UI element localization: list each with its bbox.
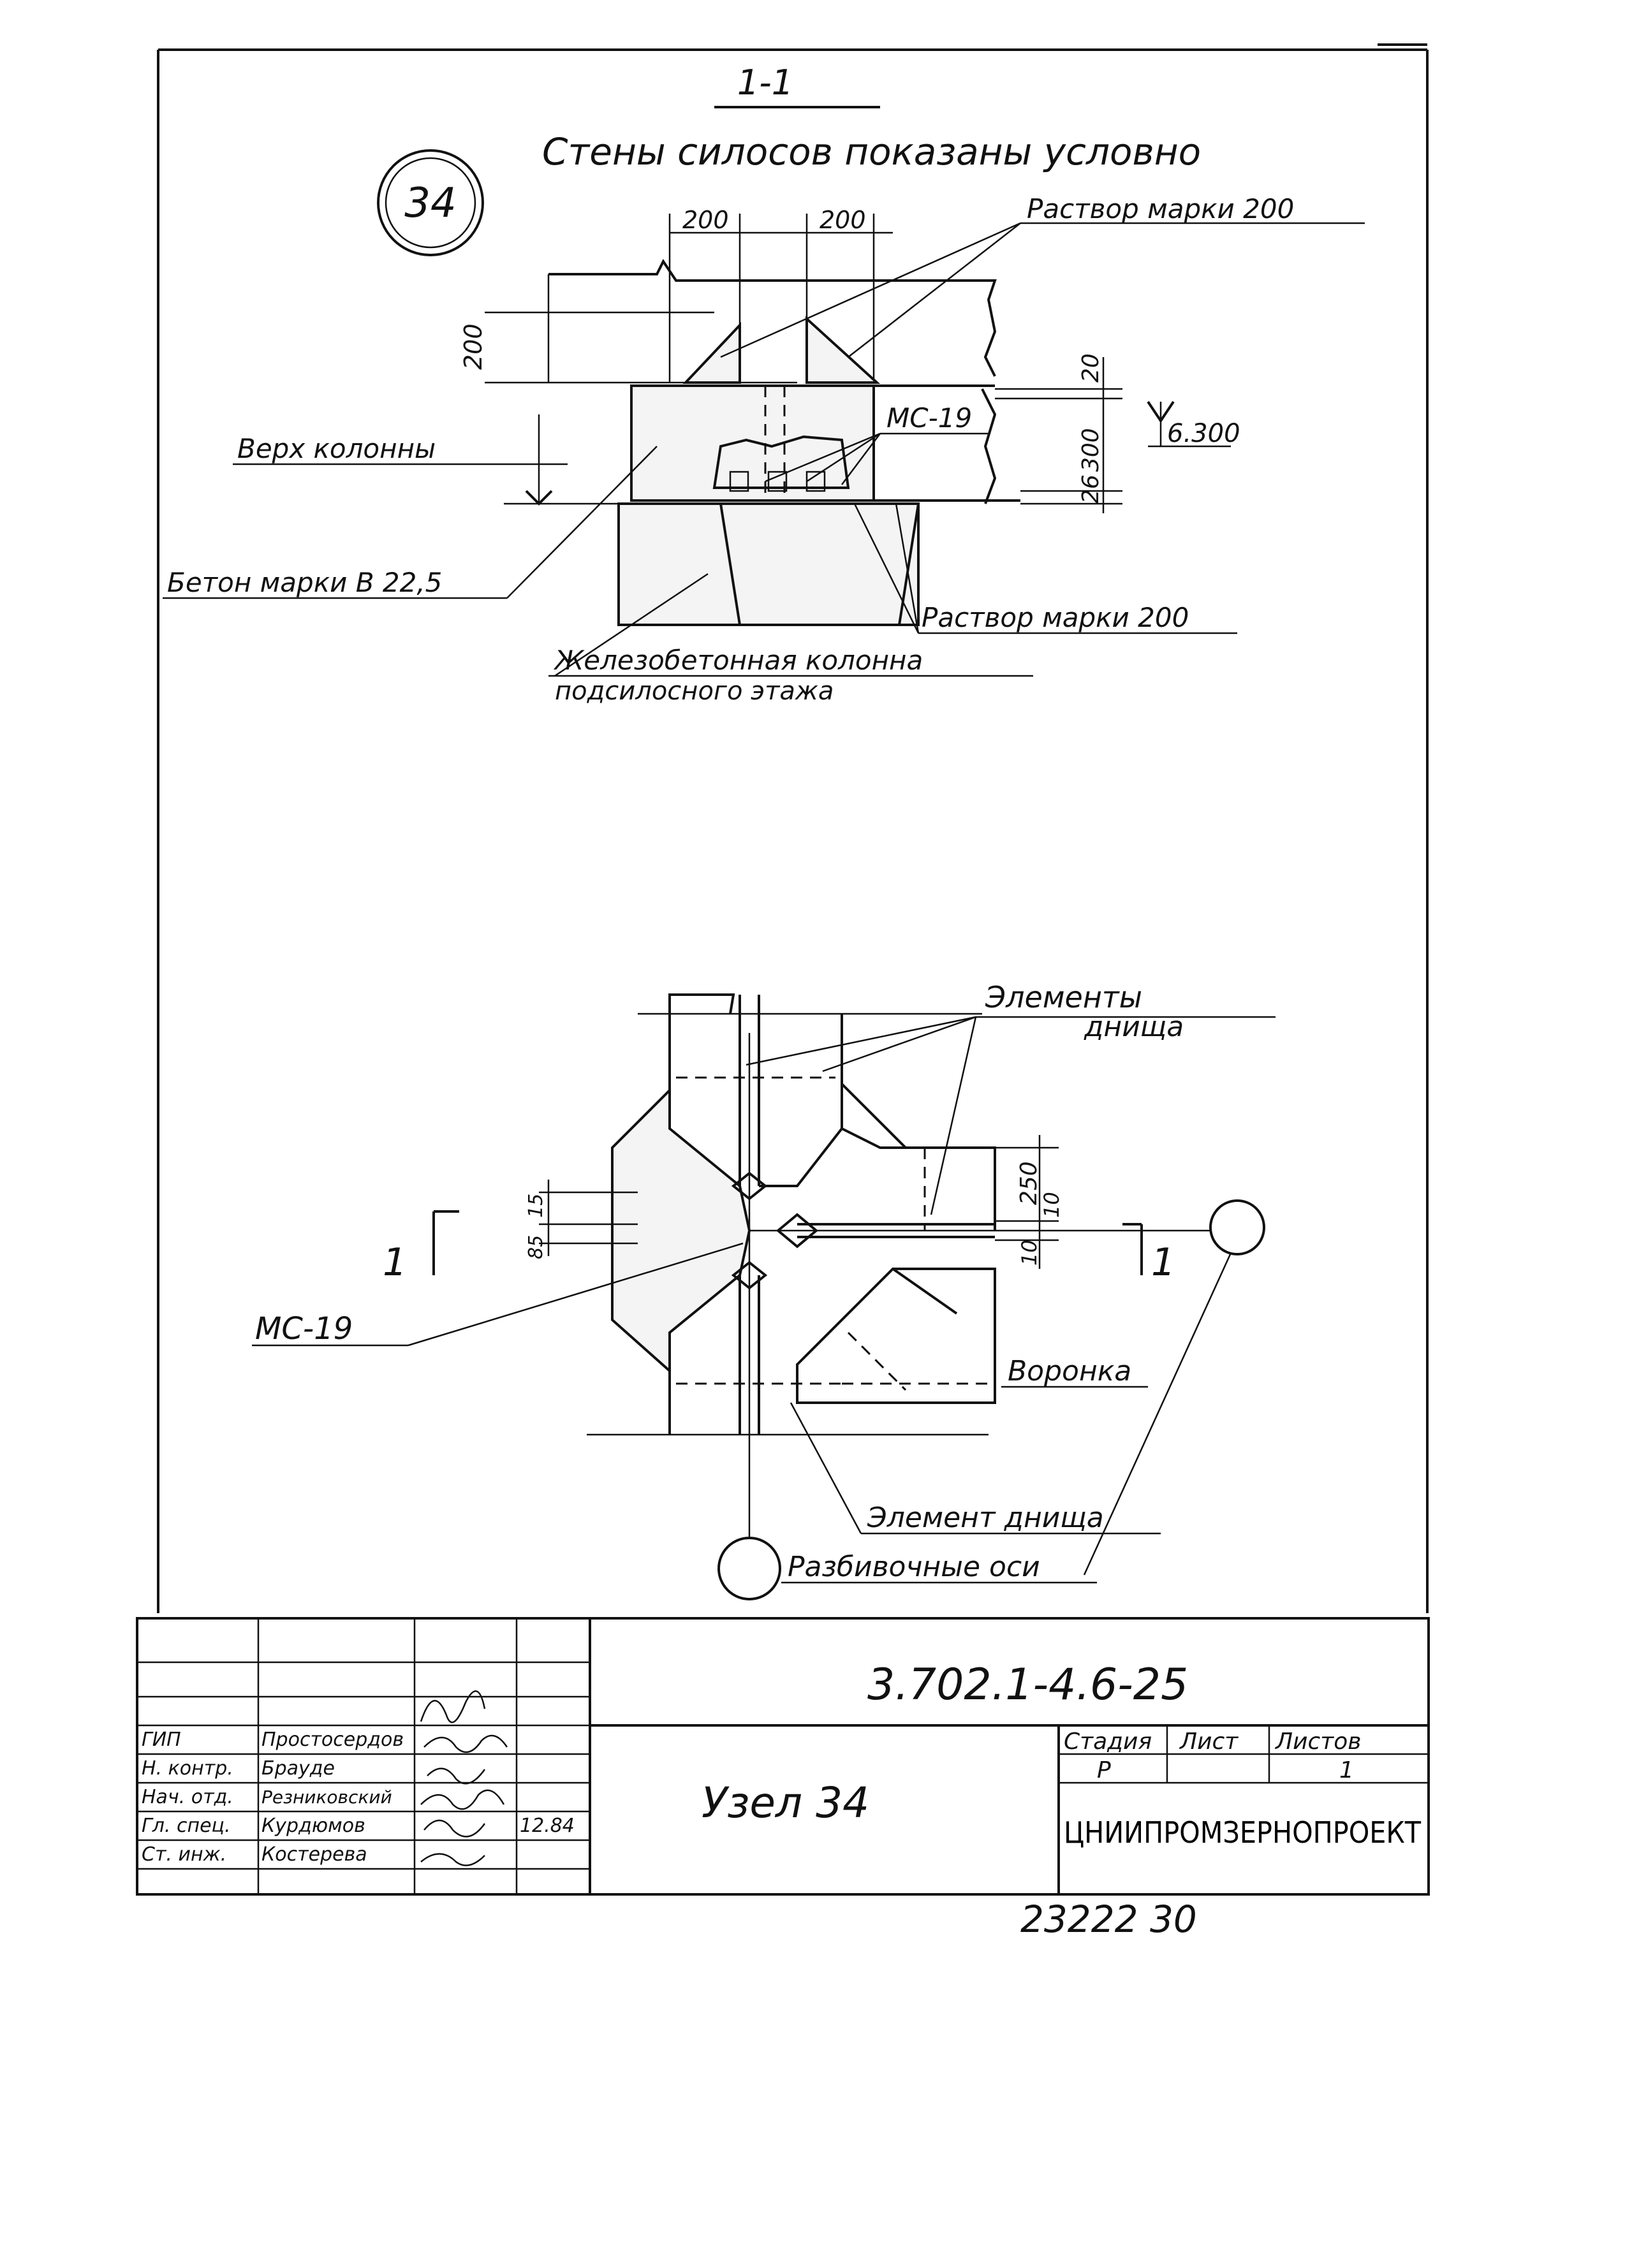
cut-mark-right: 1: [1151, 1240, 1176, 1285]
dim-250: 250: [1016, 1161, 1042, 1205]
elevation-label: 6.300: [1167, 419, 1240, 448]
organization-name: ЦНИИПРОМЗЕРНОПРОЕКТ: [1064, 1815, 1422, 1850]
role-2: Нач. отд.: [142, 1786, 233, 1808]
sheet-header: Лист: [1180, 1729, 1239, 1755]
dim-200-a: 200: [682, 206, 729, 234]
role-0: ГИП: [142, 1729, 181, 1751]
label-bottom-elements-1: Элементы: [985, 980, 1143, 1014]
section-note: Стены силосов показаны условно: [542, 130, 1202, 173]
dim-10-b: 10: [1017, 1240, 1041, 1266]
dim-26: 26: [1078, 474, 1104, 504]
drawing-name: Узел 34: [702, 1778, 870, 1827]
label-mortar-top: Раствор марки 200: [1027, 193, 1295, 224]
label-mc19-section: МС-19: [886, 402, 973, 434]
dim-10-a: 10: [1040, 1192, 1064, 1218]
role-name-1: Брауде: [261, 1757, 335, 1780]
dim-85: 85: [525, 1234, 547, 1259]
role-name-4: Костерева: [261, 1843, 367, 1866]
dim-15: 15: [525, 1193, 547, 1218]
signatures: [421, 1691, 507, 1865]
label-funnel: Воронка: [1008, 1355, 1132, 1387]
column-plan-section: [612, 1090, 749, 1371]
label-mortar-bottom: Раствор марки 200: [922, 602, 1189, 633]
cut-mark-left: 1: [383, 1240, 408, 1285]
dim-20: 20: [1078, 353, 1104, 383]
dim-200-b: 200: [820, 206, 866, 234]
sheets-header: Листов: [1276, 1729, 1362, 1755]
axis-bubble-right: [1210, 1201, 1264, 1254]
label-column-line1: Железобетонная колонна: [555, 645, 923, 676]
role-3: Гл. спец.: [142, 1815, 231, 1837]
section-1-1-view: [163, 62, 1365, 706]
plan-view: [252, 980, 1276, 1599]
dim-300: 300: [1078, 428, 1104, 472]
label-concrete: Бетон марки В 22,5: [167, 567, 443, 598]
axis-bubble-bottom: [719, 1538, 780, 1599]
label-bottom-elements-2: днища: [1084, 1011, 1184, 1043]
stage-header: Стадия: [1064, 1729, 1152, 1755]
role-1: Н. контр.: [142, 1757, 233, 1780]
label-column-top: Верх колонны: [237, 433, 436, 464]
role-name-3: Курдюмов: [261, 1815, 365, 1837]
role-name-0: Простосердов: [261, 1729, 404, 1751]
section-mark: 1-1: [737, 62, 794, 103]
label-mc19-plan: МС-19: [255, 1311, 353, 1347]
role-name-2: Резниковский: [261, 1787, 392, 1808]
sheets-value: 1: [1339, 1757, 1354, 1783]
title-block: [137, 1618, 1429, 1894]
dim-200-vertical: 200: [459, 323, 487, 370]
label-column-line2: подсилосного этажа: [555, 677, 834, 706]
footer-number: 23222 30: [1020, 1898, 1197, 1941]
roles-table: [142, 1729, 575, 1866]
date: 12.84: [520, 1815, 575, 1837]
node-marker-number: 34: [404, 180, 457, 227]
doc-code: 3.702.1-4.6-25: [867, 1660, 1189, 1710]
role-4: Ст. инж.: [142, 1843, 227, 1866]
label-bottom-element: Элемент днища: [867, 1502, 1104, 1534]
label-axes: Разбивочные оси: [788, 1551, 1040, 1583]
stage-value: Р: [1097, 1757, 1111, 1783]
precast-beam-block: [631, 386, 874, 501]
